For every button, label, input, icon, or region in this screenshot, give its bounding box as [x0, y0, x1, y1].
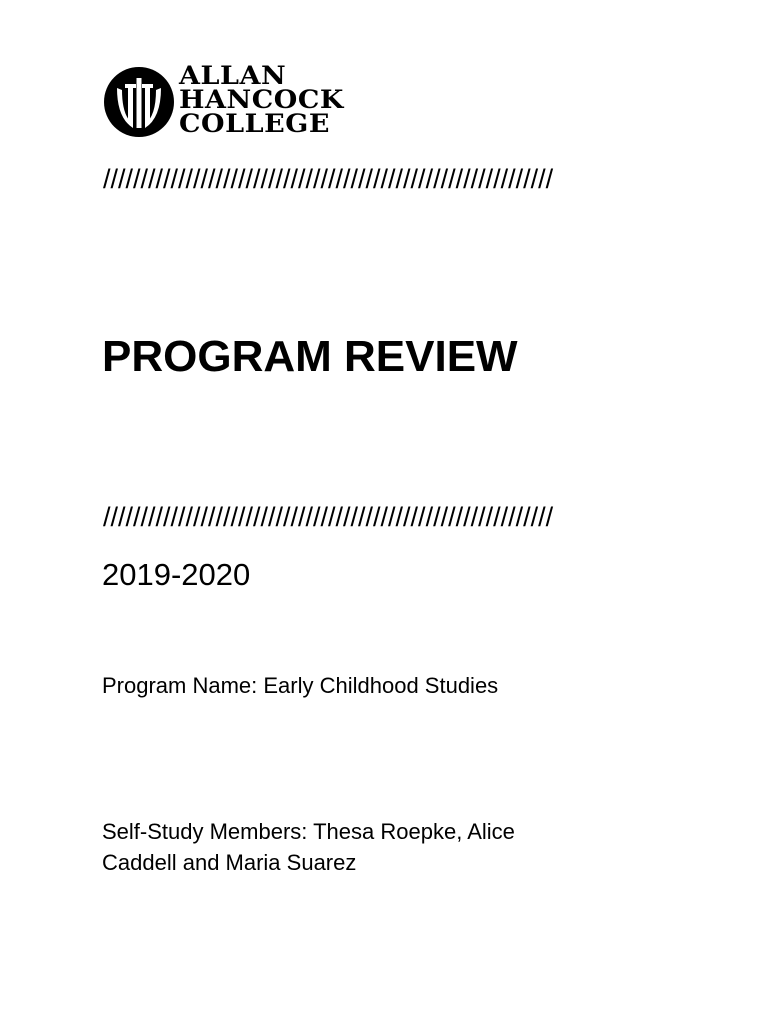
college-wordmark: [179, 61, 344, 138]
college-logo: [103, 61, 353, 140]
logo-line-3: COLLEGE: [179, 109, 330, 138]
divider-middle: ////////////////////////////////////////////////////////////: [103, 502, 554, 532]
page-title: PROGRAM REVIEW: [102, 332, 518, 381]
self-study-members-line-2: Caddell and Maria Suarez: [102, 850, 357, 875]
self-study-members-line-1: Self-Study Members: Thesa Roepke, Alice: [102, 819, 515, 844]
college-emblem-icon: [103, 66, 175, 138]
review-year: 2019-2020: [102, 557, 251, 592]
logo-line-2: HANCOCK: [179, 85, 344, 114]
divider-top: ////////////////////////////////////////////////////////////: [103, 164, 554, 194]
self-study-members: [102, 816, 622, 878]
logo-line-1: ALLAN: [179, 61, 287, 90]
program-name: Program Name: Early Childhood Studies: [102, 673, 499, 698]
